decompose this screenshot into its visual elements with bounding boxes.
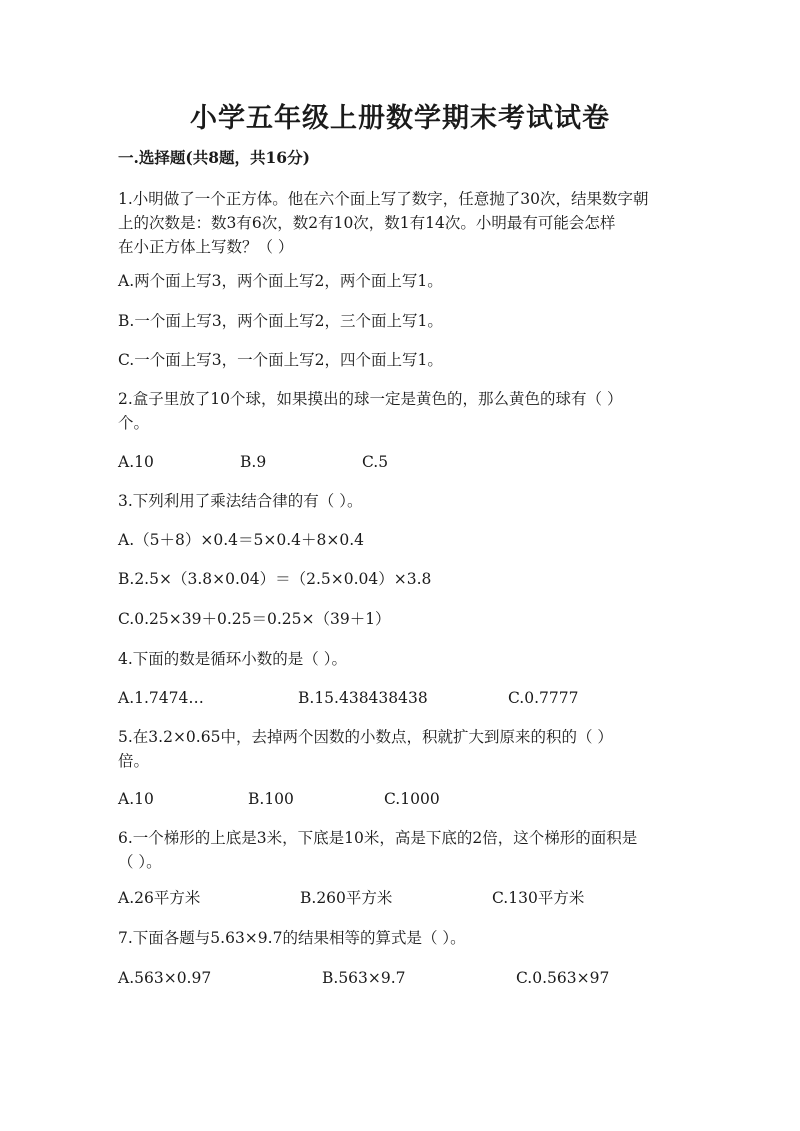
question-5-option-c: C.1000 [384,790,440,808]
question-1-option-b: B.一个面上写3，两个面上写2，三个面上写1。 [118,312,443,330]
question-4-option-b: B.15.438438438 [298,689,428,707]
question-6-option-b: B.260平方米 [300,889,393,907]
question-3-option-c: C.0.25×39＋0.25＝0.25×（39＋1） [118,610,391,628]
question-3-stem: 3.下列利用了乘法结合律的有（ ）。 [118,492,363,510]
question-1-line-2: 上的次数是：数3有6次，数2有10次，数1有14次。小明最有可能会怎样 [118,214,616,232]
page-title: 小学五年级上册数学期末考试试卷 [190,103,610,134]
question-3-option-a: A.（5＋8）×0.4＝5×0.4＋8×0.4 [118,531,364,549]
question-6-line-2: （ ）。 [118,853,162,871]
question-5-option-b: B.100 [248,790,294,808]
question-1-line-3: 在小正方体上写数？（ ） [118,238,294,256]
question-1-option-c: C.一个面上写3，一个面上写2，四个面上写1。 [118,351,443,369]
question-3-option-b: B.2.5×（3.8×0.04）＝（2.5×0.04）×3.8 [118,570,432,588]
section-heading: 一.选择题(共8题，共16分) [118,148,310,167]
question-5-line-1: 5.在3.2×0.65中，去掉两个因数的小数点，积就扩大到原来的积的（ ） [118,728,613,746]
question-7-option-b: B.563×9.7 [322,969,406,987]
question-6-option-a: A.26平方米 [118,889,201,907]
question-2-option-b: B.9 [240,453,267,471]
question-4-option-c: C.0.7777 [508,689,579,707]
question-1-option-a: A.两个面上写3，两个面上写2，两个面上写1。 [118,272,443,290]
question-5-line-2: 倍。 [118,752,150,770]
question-4-stem: 4.下面的数是循环小数的是（ ）。 [118,650,347,668]
question-4-option-a: A.1.7474… [118,689,204,707]
question-7-option-c: C.0.563×97 [516,969,610,987]
question-2-line-2: 个。 [118,414,150,432]
question-2-line-1: 2.盒子里放了10个球，如果摸出的球一定是黄色的，那么黄色的球有（ ） [118,390,623,408]
question-2-option-a: A.10 [118,453,154,471]
question-2-option-c: C.5 [362,453,389,471]
question-7-option-a: A.563×0.97 [118,969,212,987]
question-5-option-a: A.10 [118,790,154,808]
question-1-line-1: 1.小明做了一个正方体。他在六个面上写了数字，任意抛了30次，结果数字朝 [118,190,649,208]
question-7-stem: 7.下面各题与5.63×9.7的结果相等的算式是（ ）。 [118,929,466,947]
question-6-option-c: C.130平方米 [492,889,585,907]
question-6-line-1: 6.一个梯形的上底是3米，下底是10米，高是下底的2倍，这个梯形的面积是 [118,829,638,847]
